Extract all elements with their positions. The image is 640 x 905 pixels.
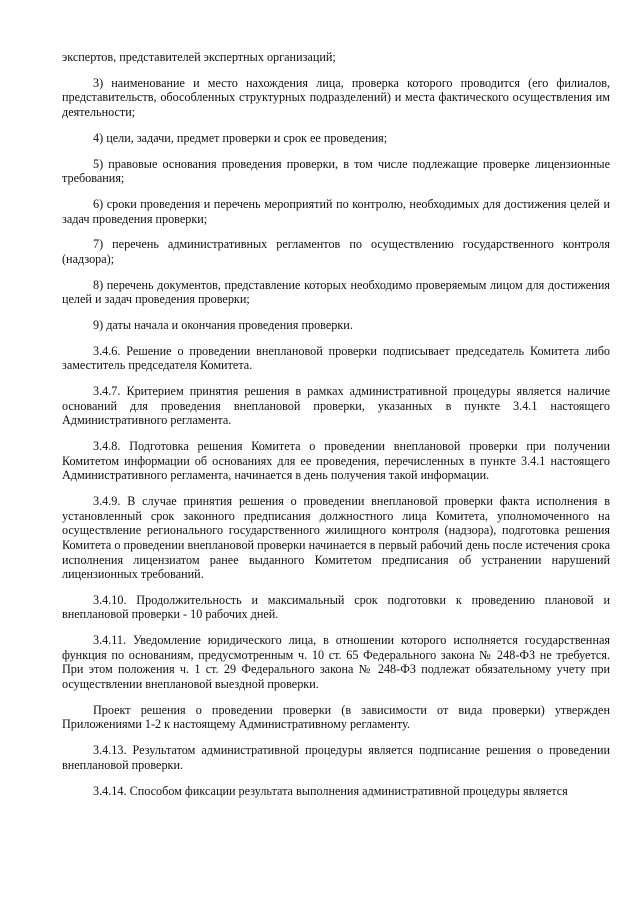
paragraph-3-4-7: 3.4.7. Критерием принятия решения в рамках административной процедуры является наличие оснований для проведения внеплановой проверки, указанных в пункте 3.4.1 настоящего Административного регламента. xyxy=(62,384,610,428)
paragraph-3-4-10: 3.4.10. Продолжительность и максимальный срок подготовки к проведению плановой и внеплановой проверки - 10 рабочих дней. xyxy=(62,592,610,622)
paragraph-3-4-13: 3.4.13. Результатом административной процедуры является подписание решения о проведении внеплановой проверки. xyxy=(62,743,610,772)
paragraph-3-4-11: 3.4.11. Уведомление юридического лица, в отношении которого исполняется государственная функция по основаниям, предусмотренным ч. 10 ст. 65 Федерального закона № 248-ФЗ не требуется. При этом положения ч. 1 ст. 29 Федерального закона № 248-ФЗ подлежат обязательному учету при осуществлении внеплановой выездной проверки. xyxy=(62,633,610,692)
document-page xyxy=(62,50,610,809)
list-item-8: 8) перечень документов, представление которых необходимо проверяемым лицом для достижения целей и задач проведения проверки; xyxy=(62,277,610,307)
paragraph-3-4-8: 3.4.8. Подготовка решения Комитета о проведении внеплановой проверки при получении Комитетом информации об основаниях для ее проведения, перечисленных в пункте 3.4.1 настоящего Административного регламента, начинается в день получения такой информации. xyxy=(62,439,610,483)
list-item-3: 3) наименование и место нахождения лица, проверка которого проводится (его филиалов, представительств, обособленных структурных подразделений) и места фактического осуществления им деятельности; xyxy=(62,75,610,119)
paragraph-experts-continuation: экспертов, представителей экспертных организаций; xyxy=(62,50,336,64)
list-item-7: 7) перечень административных регламентов по осуществлению государственного контроля (надзора); xyxy=(62,237,610,266)
list-item-5: 5) правовые основания проведения проверки, в том числе подлежащие проверке лицензионные требования; xyxy=(62,156,610,186)
list-item-4: 4) цели, задачи, предмет проверки и срок ее проведения; xyxy=(93,130,388,145)
paragraph-3-4-9: 3.4.9. В случае принятия решения о проведении внеплановой проверки факта исполнения в установленный срок законного предписания должностного лица Комитета, уполномоченного на осуществление регионального государственного жилищного контроля (надзора), подготовка решения Комитета о проведении внеплановой проверки начинается в первый рабочий день после истечения срока исполнения лицензиатом ранее выданного Комитетом предписания об устранении нарушений лицензионных требований. xyxy=(62,494,610,582)
paragraph-3-4-6: 3.4.6. Решение о проведении внеплановой проверки подписывает председатель Комитета либо заместитель председателя Комитета. xyxy=(62,343,610,373)
list-item-6: 6) сроки проведения и перечень мероприятий по контролю, необходимых для достижения целей и задач проведения проверки; xyxy=(62,196,610,226)
paragraph-draft-decision: Проект решения о проведении проверки (в зависимости от вида проверки) утвержден Приложениями 1-2 к настоящему Административному регламенту. xyxy=(62,702,610,732)
list-item-9: 9) даты начала и окончания проведения проверки. xyxy=(93,318,353,333)
paragraph-3-4-14: 3.4.14. Способом фиксации результата выполнения административной процедуры является xyxy=(93,783,568,798)
